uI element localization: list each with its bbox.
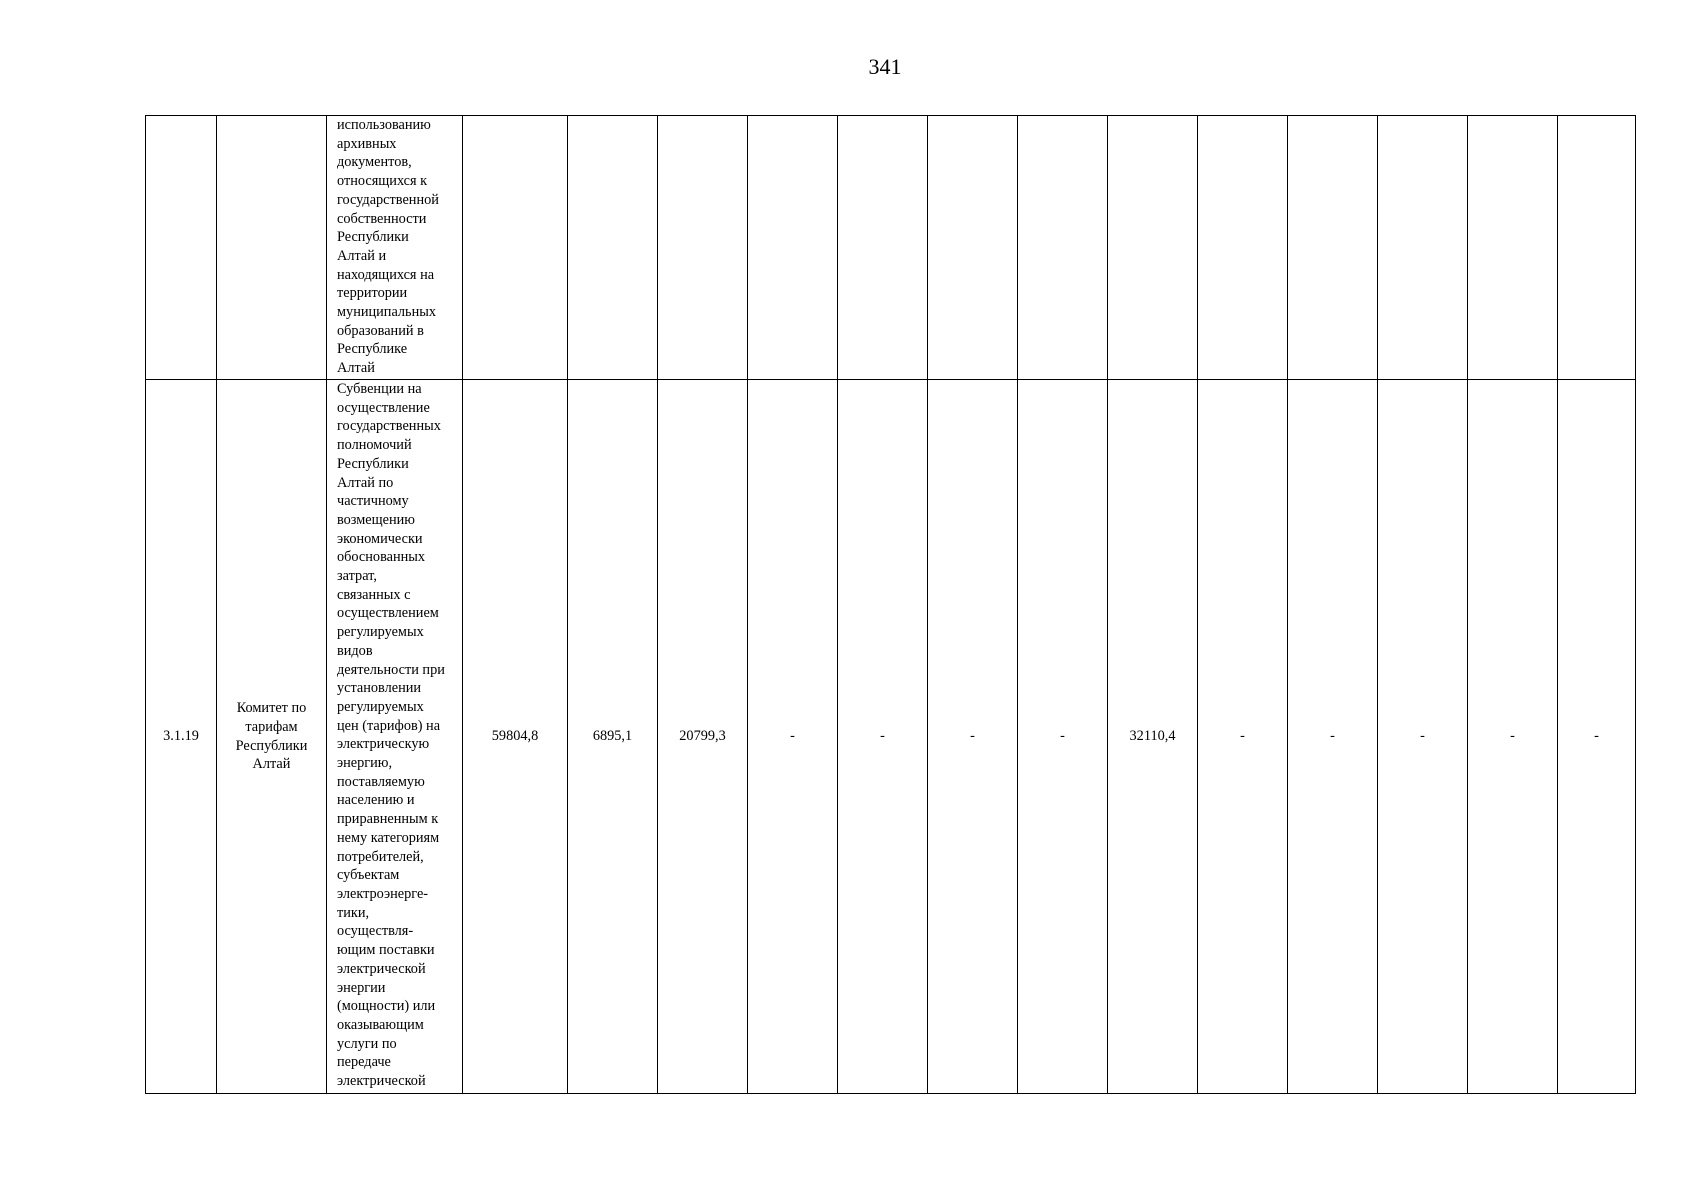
value-cell — [1288, 116, 1378, 380]
value-cell — [1018, 116, 1108, 380]
row-description: Субвенции на осуществление государственных полномочий Республики Алтай по частичному возмещению экономически обоснованных затрат, связанных с осуществлением регулируемых видов деятельности при установлении регулируемых цен (тарифов) на электрическую энергию, поставляемую населению и приравненным к нему категориям потребителей, субъектам электроэнерге- тики, осуществля- ющим поставки электрической энергии (мощности) или оказывающим услуги по передаче электрической — [327, 380, 463, 1094]
value-cell — [658, 116, 748, 380]
row-code — [146, 116, 217, 380]
page-number: 341 — [868, 54, 902, 79]
value-cell — [1378, 116, 1468, 380]
row-code: 3.1.19 — [146, 380, 217, 1094]
value-cell: 6895,1 — [568, 380, 658, 1094]
value-cell: 20799,3 — [658, 380, 748, 1094]
value-cell: - — [1558, 380, 1636, 1094]
value-cell — [1468, 116, 1558, 380]
value-cell: - — [748, 380, 838, 1094]
value-cell: - — [1468, 380, 1558, 1094]
value-cell — [568, 116, 658, 380]
budget-table — [145, 115, 1636, 1094]
table-row — [146, 116, 1636, 380]
value-cell: - — [1018, 380, 1108, 1094]
value-cell — [1558, 116, 1636, 380]
table-row — [146, 380, 1636, 1094]
value-cell — [748, 116, 838, 380]
value-cell: 32110,4 — [1108, 380, 1198, 1094]
row-organization — [217, 116, 327, 380]
row-description: использованию архивных документов, относящихся к государственной собственности Республики Алтай и находящихся на территории муниципальных образований в Республике Алтай — [327, 116, 463, 380]
value-cell: - — [838, 380, 928, 1094]
value-cell: 59804,8 — [463, 380, 568, 1094]
value-cell: - — [928, 380, 1018, 1094]
value-cell — [928, 116, 1018, 380]
value-cell — [1108, 116, 1198, 380]
value-cell — [1198, 116, 1288, 380]
row-organization: Комитет по тарифам Республики Алтай — [217, 380, 327, 1094]
value-cell — [463, 116, 568, 380]
value-cell — [838, 116, 928, 380]
value-cell: - — [1378, 380, 1468, 1094]
value-cell: - — [1288, 380, 1378, 1094]
value-cell: - — [1198, 380, 1288, 1094]
